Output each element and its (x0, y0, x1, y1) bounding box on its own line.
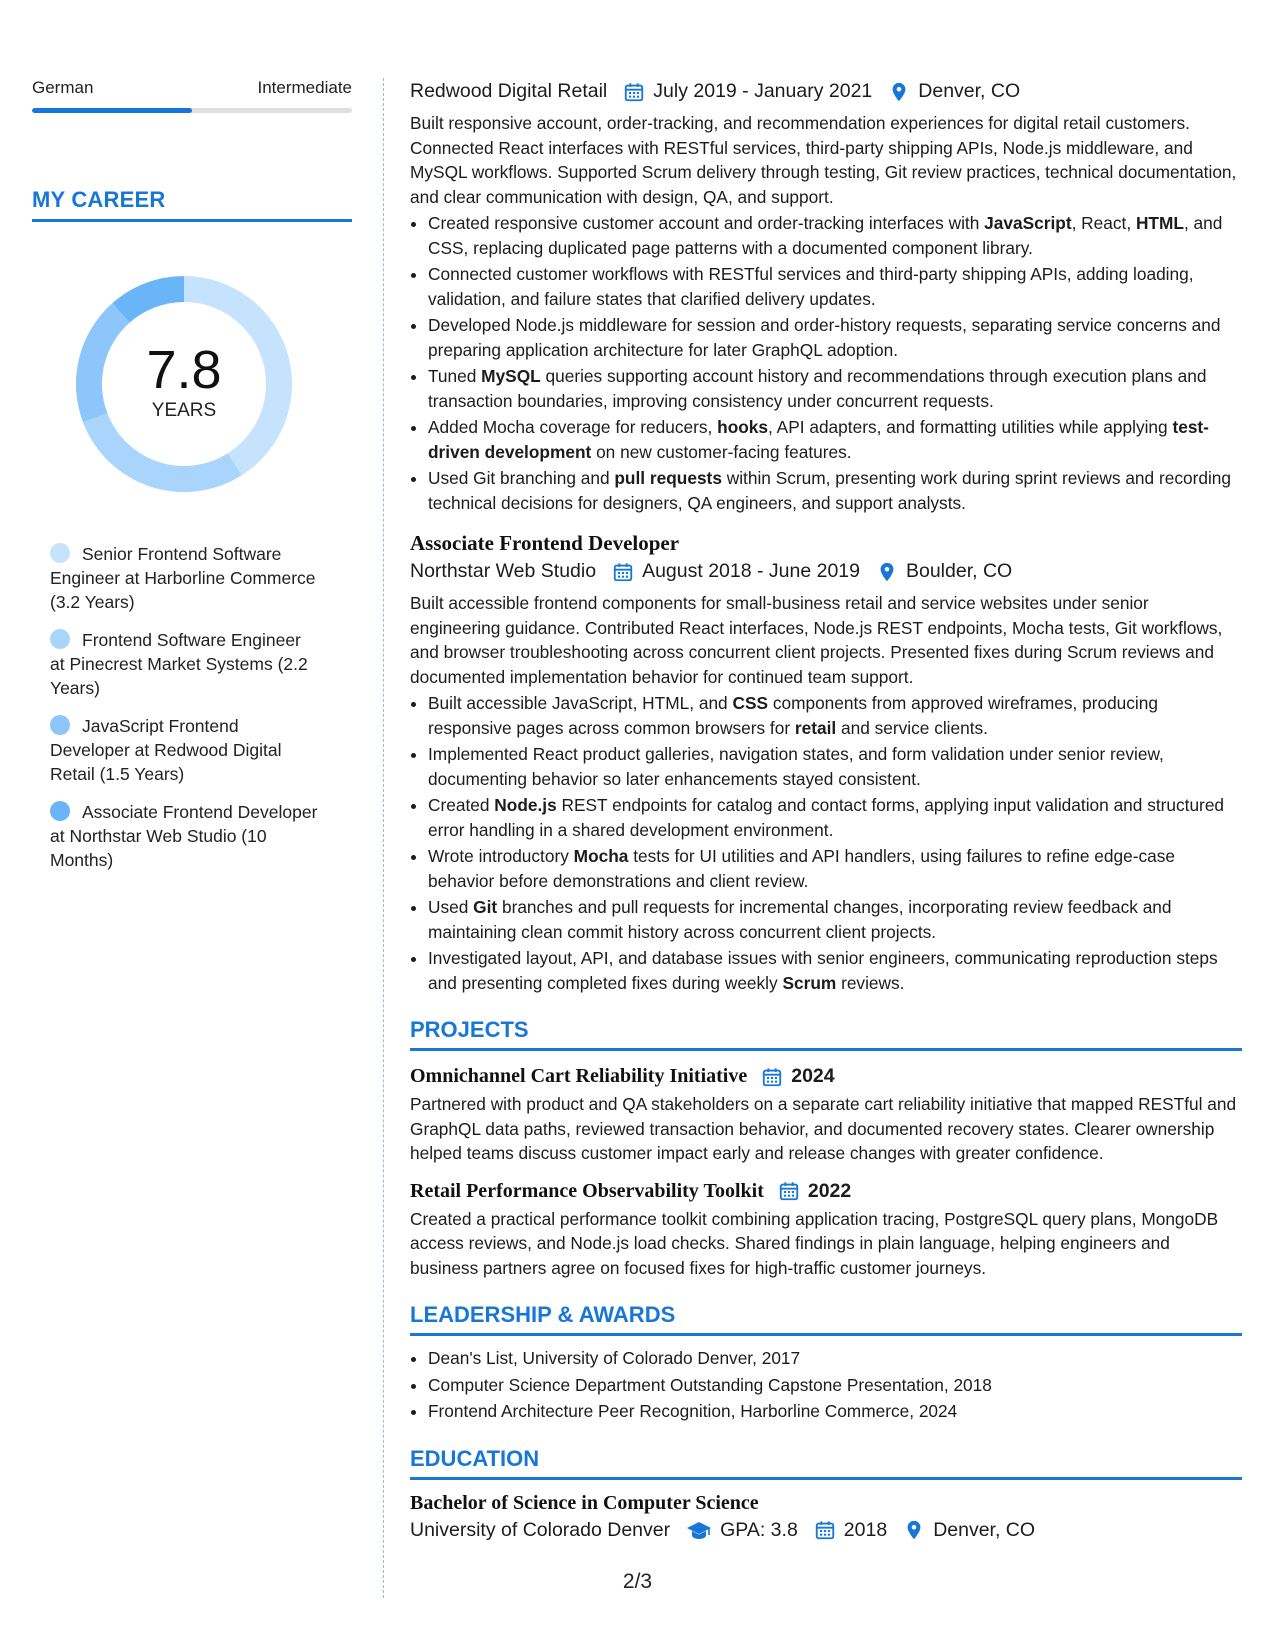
job-bullet: • Connected customer workflows with RESTful services and third-party shipping APIs, adding loading, validation, and failure states that clarified delivery updates. (428, 262, 1242, 311)
job-company: Redwood Digital Retail (410, 80, 608, 102)
projects-title: PROJECTS (410, 1017, 529, 1042)
legend-dot-icon (50, 629, 70, 649)
leadership-section (410, 1302, 1242, 1424)
career-total-value: 7.8 (146, 340, 222, 400)
job-bullet: • Investigated layout, API, and database issues with senior engineers, communicating reproduction steps and presenting completed fixes during weekly Scrum reviews. (428, 946, 1242, 995)
job-location: Denver, CO (918, 80, 1021, 102)
language-proficiency-fill (32, 108, 192, 113)
project-description: Partnered with product and QA stakeholders on a separate cart reliability initiative that mapped RESTful and GraphQL data paths, reviewed transaction behavior, and documented recovery states. Clearer ownership helped teams discuss customer impact early and release changes with greater confidence. (410, 1094, 1237, 1163)
awards-list (410, 1346, 1242, 1424)
calendar-icon (623, 81, 645, 103)
graduation-cap-icon (686, 1519, 712, 1541)
legend-item (50, 628, 320, 700)
location-pin-icon (888, 81, 910, 103)
legend-label: Frontend Software Engineer at Pinecrest Market Systems (2.2 Years) (50, 630, 308, 698)
job-dates: August 2018 - June 2019 (642, 560, 860, 582)
location-pin-icon (876, 561, 898, 583)
award-item: • Dean's List, University of Colorado Denver, 2017 (428, 1346, 1242, 1371)
section-rule (410, 1333, 1242, 1336)
calendar-icon (778, 1180, 800, 1202)
experience-entry (410, 80, 1242, 515)
legend-dot-icon (50, 801, 70, 821)
legend-label: Senior Frontend Software Engineer at Harborline Commerce (3.2 Years) (50, 544, 316, 612)
legend-label: JavaScript Frontend Developer at Redwood Digital Retail (1.5 Years) (50, 716, 282, 784)
job-bullet: • Added Mocha coverage for reducers, hooks, API adapters, and formatting utilities while applying test-driven development on new customer-facing features. (428, 415, 1242, 464)
job-bullet: • Tuned MySQL queries supporting account history and recommendations through execution plans and transaction boundaries, improving consistency under concurrent requests. (428, 364, 1242, 413)
location-pin-icon (903, 1519, 925, 1541)
donut-center (64, 342, 304, 422)
language-name: German (32, 78, 94, 97)
education-school: University of Colorado Denver (410, 1518, 671, 1541)
project-year: 2024 (791, 1065, 835, 1087)
legend-dot-icon (50, 715, 70, 735)
education-degree: Bachelor of Science in Computer Science (410, 1491, 759, 1514)
calendar-icon (761, 1066, 783, 1088)
project-header (410, 1180, 1242, 1203)
language-level: Intermediate (257, 78, 352, 97)
project-year: 2022 (807, 1179, 852, 1202)
donut-segment-2 (83, 413, 242, 492)
calendar-icon (612, 561, 634, 583)
job-dates: July 2019 - January 2021 (653, 80, 873, 102)
job-bullet: • Created Node.js REST endpoints for catalog and contact forms, applying input validation and structured error handling in a shared development environment. (428, 793, 1242, 842)
sidebar (32, 78, 352, 886)
job-bullets (410, 691, 1242, 995)
job-meta (410, 560, 1242, 583)
job-summary: Built responsive account, order-tracking, and recommendation experiences for digital retail customers. Connected React interfaces with RESTful services, third-party shipping APIs, Node.js middleware, and MySQL workflows. Supported Scrum delivery through testing, Git review practices, technical documentation, and clear communication with design, QA, and support. (410, 113, 1237, 207)
job-bullets (410, 211, 1242, 515)
job-bullet: • Developed Node.js middleware for session and order-history requests, separating service concerns and preparing application architecture for later GraphQL adoption. (428, 313, 1242, 362)
career-total-unit: YEARS (151, 400, 217, 421)
education-gpa: GPA: 3.8 (720, 1518, 798, 1541)
legend-label: Associate Frontend Developer at Northstar Web Studio (10 Months) (50, 802, 318, 870)
section-rule (410, 1477, 1242, 1480)
education-location: Denver, CO (933, 1518, 1036, 1541)
project-name: Omnichannel Cart Reliability Initiative (410, 1065, 748, 1087)
job-bullet: • Used Git branching and pull requests within Scrum, presenting work during sprint reviews and recording technical decisions for designers, QA engineers, and support analysts. (428, 466, 1242, 515)
experience-entry (410, 531, 1242, 995)
project-header (410, 1065, 1242, 1088)
education-title: EDUCATION (410, 1445, 540, 1471)
page-number: 2/3 (622, 1570, 653, 1593)
education-meta (410, 1519, 1242, 1542)
calendar-icon (814, 1519, 836, 1541)
job-location: Boulder, CO (905, 560, 1013, 582)
column-divider (383, 78, 384, 1598)
job-bullet: • Implemented React product galleries, navigation states, and form validation under senior review, documenting behavior so later enhancements stayed consistent. (428, 742, 1242, 791)
career-section-rule (32, 219, 352, 222)
job-bullet: • Built accessible JavaScript, HTML, and CSS components from approved wireframes, producing responsive pages across common browsers for retail and service clients. (428, 691, 1242, 740)
award-item: • Computer Science Department Outstanding Capstone Presentation, 2018 (428, 1373, 1242, 1398)
job-summary: Built accessible frontend components for small-business retail and service websites under senior engineering guidance. Contributed React interfaces, Node.js REST endpoints, Mocha tests, Git workflows, and browser troubleshooting across concurrent client projects. Presented fixes during Scrum reviews and documented implementation behavior for continued team support. (410, 593, 1223, 687)
language-proficiency-bar (32, 108, 352, 113)
award-item: • Frontend Architecture Peer Recognition, Harborline Commerce, 2024 (428, 1399, 1242, 1424)
job-company: Northstar Web Studio (410, 560, 597, 582)
section-rule (410, 1048, 1242, 1051)
language-row (32, 78, 352, 98)
legend-item (50, 542, 320, 614)
education-section (410, 1446, 1242, 1542)
project-name: Retail Performance Observability Toolkit (410, 1179, 764, 1202)
main-content (410, 80, 1242, 1542)
job-bullet: • Wrote introductory Mocha tests for UI utilities and API handlers, using failures to refine edge-case behavior before demonstrations and client review. (428, 844, 1242, 893)
project-description: Created a practical performance toolkit combining application tracing, PostgreSQL query plans, MongoDB access reviews, and Node.js load checks. Shared findings in plain language, helping engineers and business partners agree on focused fixes for high-traffic customer journeys. (410, 1208, 1219, 1278)
leadership-title: LEADERSHIP & AWARDS (410, 1302, 676, 1327)
career-donut-chart (64, 264, 304, 504)
career-legend (32, 542, 352, 872)
job-meta (410, 80, 1242, 103)
legend-item (50, 714, 320, 786)
legend-item (50, 800, 320, 872)
career-section-title: MY CAREER (32, 187, 166, 212)
projects-section (410, 1017, 1242, 1280)
job-title: Associate Frontend Developer (410, 531, 680, 555)
legend-dot-icon (50, 543, 70, 563)
education-year: 2018 (843, 1518, 888, 1541)
job-bullet: • Used Git branches and pull requests for incremental changes, incorporating review feedback and maintaining clean commit history across concurrent client projects. (428, 895, 1242, 944)
job-bullet: • Created responsive customer account and order-tracking interfaces with JavaScript, React, HTML, and CSS, replacing duplicated page patterns with a documented component library. (428, 211, 1242, 260)
